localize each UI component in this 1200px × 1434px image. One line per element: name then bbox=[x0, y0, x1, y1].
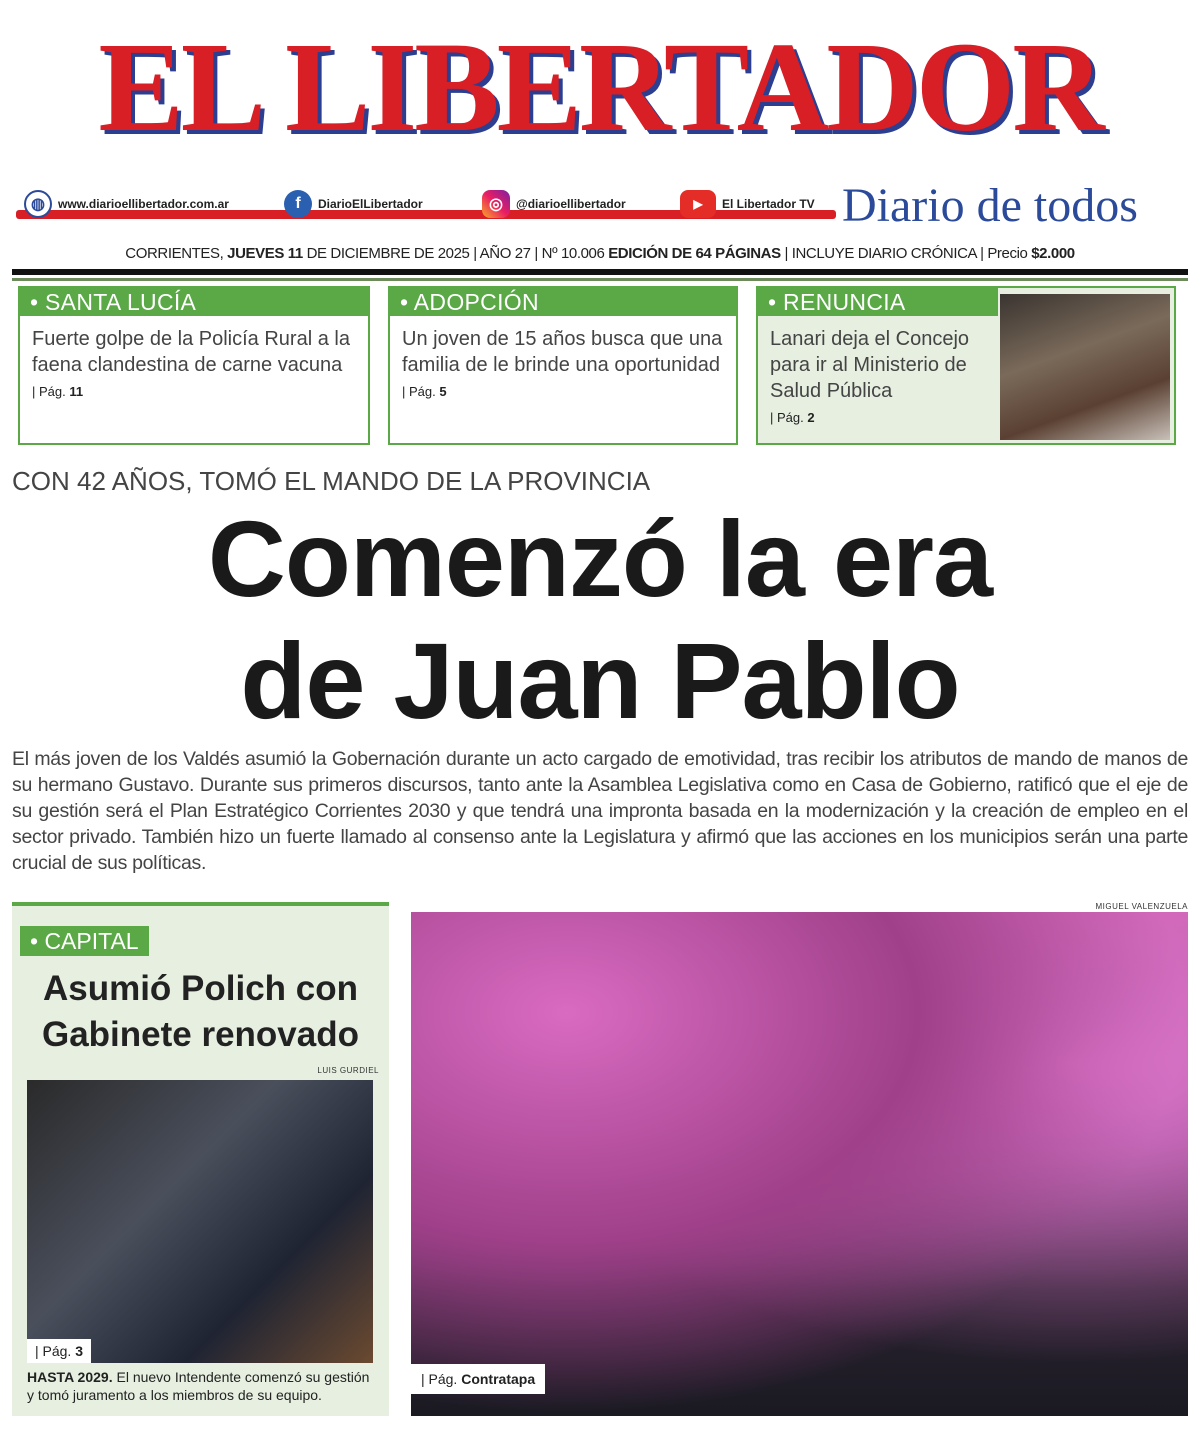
photo-credit: MIGUEL VALENZUELA bbox=[1095, 902, 1188, 911]
teaser-santa-lucia[interactable] bbox=[18, 286, 370, 445]
caption-text: El nuevo Intendente comenzó su gestión y tomó juramento a los miembros de su equipo. bbox=[27, 1369, 370, 1403]
photo-caption bbox=[27, 1368, 377, 1404]
page-prefix: | Pág. bbox=[421, 1371, 458, 1387]
page-prefix: | Pág. bbox=[402, 384, 436, 399]
page-number: 11 bbox=[69, 384, 84, 399]
lede-paragraph: El más joven de los Valdés asumió la Gobernación durante un acto cargado de emotividad, tras recibir los atributos de mando de manos de su hermano Gustavo. Durante sus primeros discursos, tanto ante la Asamblea Legislativa como en Casa de Gobierno, ratificó que el eje de su gestión será el Plan Estratégico Corrientes 2030 y que tendrá una impronta basada en la modernización y la creación de empleo en el sector privado. También hizo un fuerte llamado al consenso ante la Legislatura y afirmó que las acciones en los municipios serán una parte crucial de sus políticas. bbox=[12, 748, 1188, 874]
masthead-logo: EL LIBERTADOR bbox=[98, 16, 1102, 158]
kicker: CON 42 AÑOS, TOMÓ EL MANDO DE LA PROVINCIA bbox=[12, 466, 651, 496]
dateline-edition: EDICIÓN DE 64 PÁGINAS bbox=[608, 245, 781, 262]
capital-story[interactable] bbox=[12, 902, 389, 1416]
section-label: • CAPITAL bbox=[20, 926, 149, 956]
page-ref bbox=[390, 378, 736, 400]
facebook-label: DiarioElLibertador bbox=[318, 197, 423, 211]
capital-headline: Asumió Polich con Gabinete renovado bbox=[41, 969, 360, 1054]
instagram-link[interactable] bbox=[482, 190, 626, 218]
page-prefix: | Pág. bbox=[35, 1343, 72, 1359]
headline-line-1: Comenzó la era bbox=[207, 498, 993, 619]
page-number: 5 bbox=[439, 384, 447, 399]
teaser-text: Un joven de 15 años busca que una familia de le brinde una oportunidad bbox=[402, 328, 723, 376]
page-ref bbox=[411, 1364, 545, 1394]
dateline-price: $2.000 bbox=[1031, 245, 1075, 262]
page-ref bbox=[27, 1339, 91, 1363]
photo-credit: LUIS GURDIEL bbox=[317, 1066, 379, 1075]
youtube-link[interactable] bbox=[680, 190, 815, 218]
page-number: Contratapa bbox=[461, 1371, 536, 1387]
teaser-renuncia[interactable] bbox=[756, 286, 1176, 445]
teaser-text: Lanari deja el Concejo para ir al Ministerio de Salud Pública bbox=[770, 328, 970, 402]
renuncia-photo bbox=[1000, 294, 1170, 440]
page-ref bbox=[758, 404, 998, 426]
globe-icon: ◍ bbox=[24, 190, 52, 218]
instagram-label: @diarioellibertador bbox=[516, 197, 626, 211]
main-headline[interactable] bbox=[0, 498, 1200, 742]
website-link[interactable] bbox=[24, 190, 229, 218]
teaser-text: Fuerte golpe de la Policía Rural a la faena clandestina de carne vacuna bbox=[32, 328, 350, 376]
divider-rule bbox=[12, 269, 1188, 275]
section-label: • RENUNCIA bbox=[758, 288, 998, 316]
dateline-date: DE DICIEMBRE DE 2025 | AÑO 27 | Nº 10.006 bbox=[306, 245, 605, 262]
page-number: 3 bbox=[75, 1343, 84, 1359]
facebook-link[interactable] bbox=[284, 190, 423, 218]
dateline-city: CORRIENTES, bbox=[125, 245, 224, 262]
section-label: • SANTA LUCÍA bbox=[20, 288, 368, 316]
page-ref bbox=[20, 378, 368, 400]
headline-line-2: de Juan Pablo bbox=[240, 620, 960, 741]
page-prefix: | Pág. bbox=[770, 410, 804, 425]
section-label: • ADOPCIÓN bbox=[390, 288, 736, 316]
website-label: www.diarioellibertador.com.ar bbox=[58, 197, 229, 211]
main-photo bbox=[411, 912, 1188, 1416]
youtube-label: El Libertador TV bbox=[722, 197, 815, 211]
page-prefix: | Pág. bbox=[32, 384, 66, 399]
instagram-icon: ◎ bbox=[482, 190, 510, 218]
page-number: 2 bbox=[807, 410, 815, 425]
dateline-extra: | INCLUYE DIARIO CRÓNICA | Precio bbox=[784, 245, 1028, 262]
dateline-day: JUEVES 11 bbox=[227, 245, 303, 262]
capital-photo bbox=[27, 1080, 373, 1363]
caption-bold: HASTA 2029. bbox=[27, 1369, 113, 1385]
social-links-bar bbox=[16, 190, 836, 222]
facebook-icon: f bbox=[284, 190, 312, 218]
tagline: Diario de todos bbox=[842, 179, 1138, 232]
dateline bbox=[0, 244, 1200, 264]
youtube-icon: ▶ bbox=[680, 190, 716, 218]
teaser-adopcion[interactable] bbox=[388, 286, 738, 445]
divider-rule bbox=[12, 278, 1188, 281]
